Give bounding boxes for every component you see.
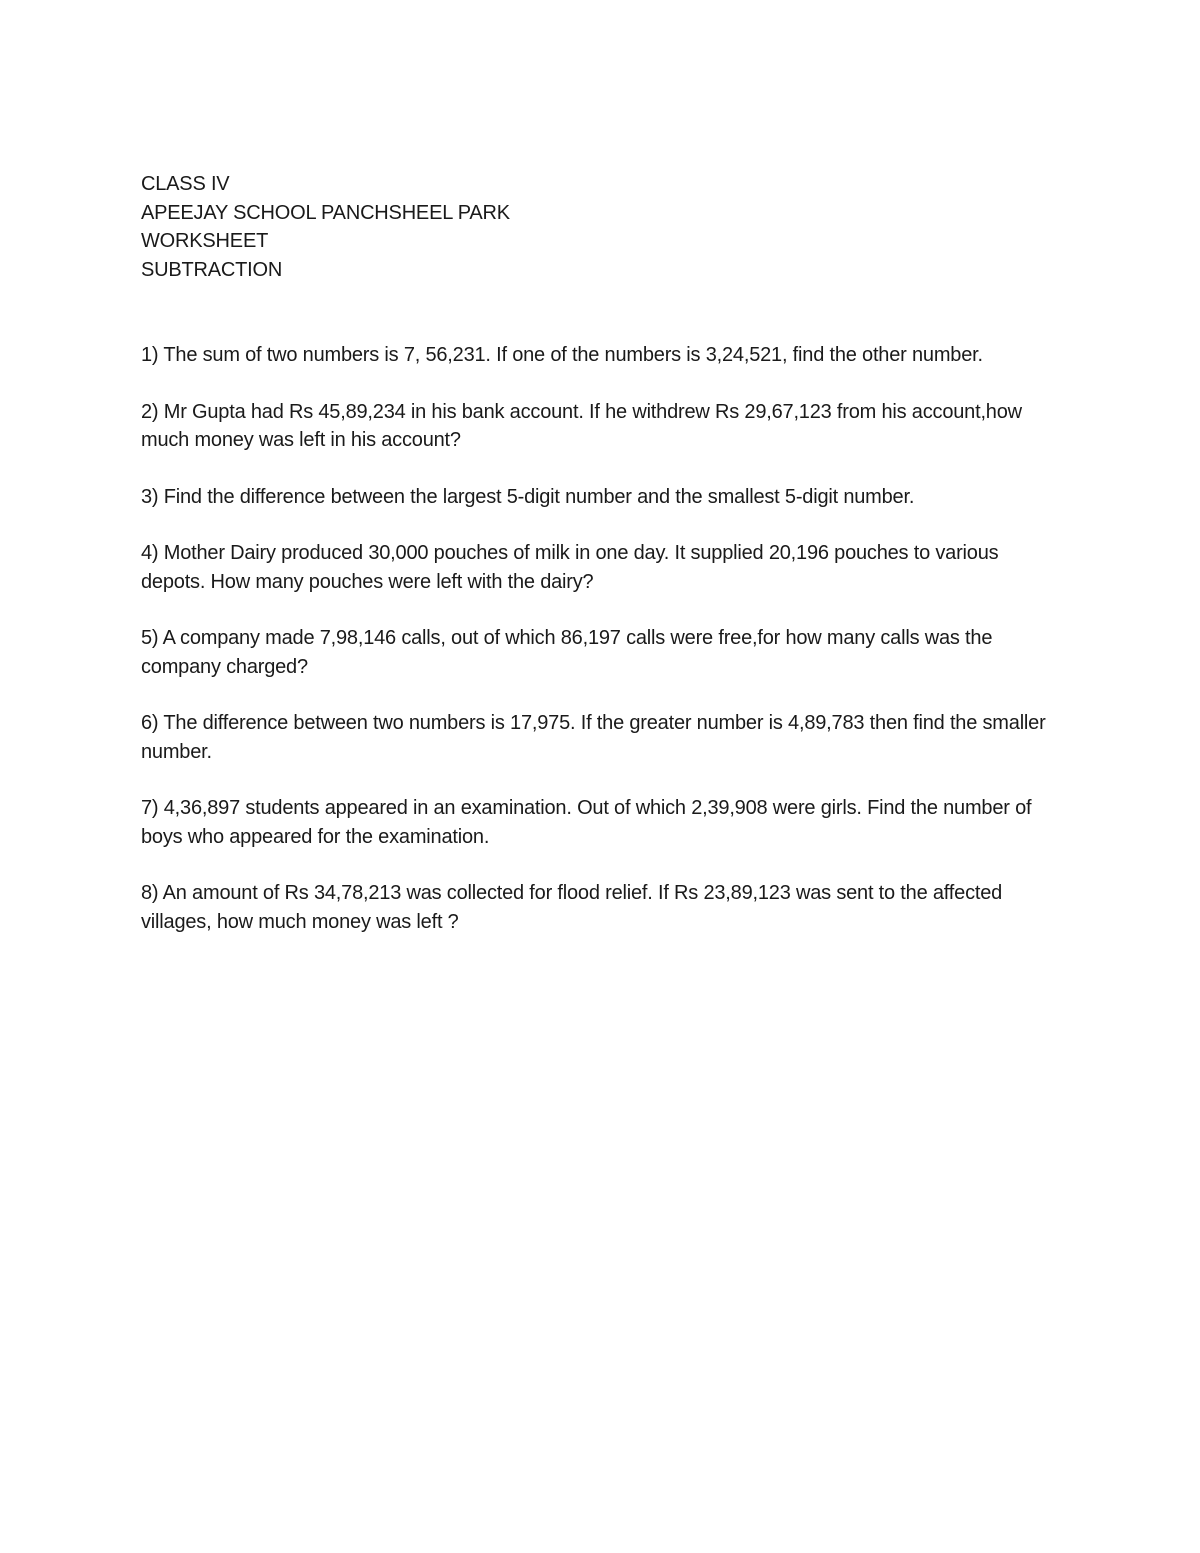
question-3: 3) Find the difference between the largest 5-digit number and the smallest 5-digit number. xyxy=(141,485,915,508)
question-7: 7) 4,36,897 students appeared in an examination. Out of which 2,39,908 were girls. Find the number of boys who appeared for the examination. xyxy=(141,797,1032,848)
school-name: APEEJAY SCHOOL PANCHSHEEL PARK xyxy=(141,201,510,224)
question-6: 6) The difference between two numbers is 17,975. If the greater number is 4,89,783 then find the smaller number. xyxy=(141,712,1046,763)
worksheet-label: WORKSHEET xyxy=(141,230,269,252)
worksheet-header xyxy=(141,170,1061,284)
question-1: 1) The sum of two numbers is 7, 56,231. If one of the numbers is 3,24,521, find the other number. xyxy=(141,344,983,366)
question-8: 8) An amount of Rs 34,78,213 was collected for flood relief. If Rs 23,89,123 was sent to the affected villages, how much money was left ? xyxy=(141,882,1003,933)
question-4: 4) Mother Dairy produced 30,000 pouches of milk in one day. It supplied 20,196 pouches to various depots. How many pouches were left with the dairy? xyxy=(141,542,999,593)
class-label: CLASS IV xyxy=(141,173,230,195)
worksheet-content xyxy=(141,170,1061,964)
question-2: 2) Mr Gupta had Rs 45,89,234 in his bank account. If he withdrew Rs 29,67,123 from his account,how much money was left in his account? xyxy=(141,400,1022,451)
question-5: 5) A company made 7,98,146 calls, out of which 86,197 calls were free,for how many calls was the company charged? xyxy=(141,627,993,678)
question-list xyxy=(141,341,1061,936)
topic-label: SUBTRACTION xyxy=(141,258,283,281)
